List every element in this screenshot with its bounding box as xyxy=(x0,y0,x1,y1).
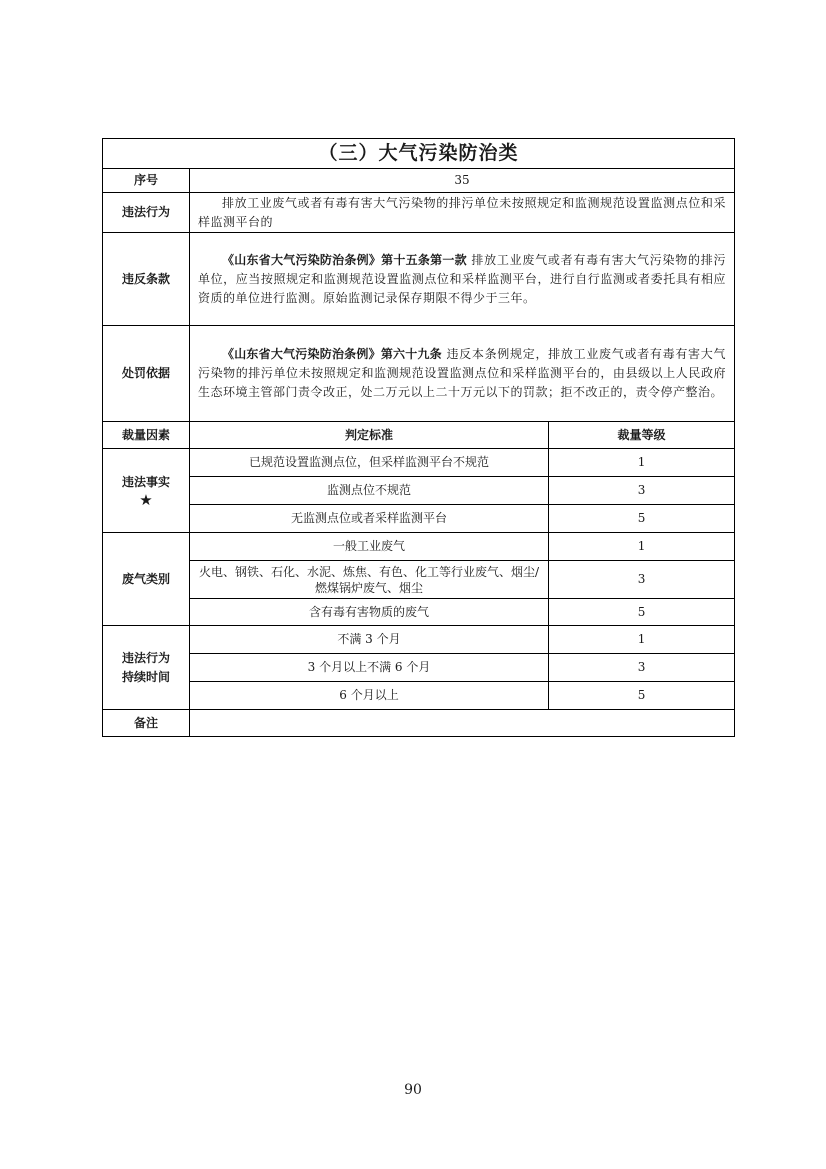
standard-header: 判定标准 xyxy=(190,422,549,449)
star-icon: ★ xyxy=(139,490,153,509)
table-row xyxy=(103,477,735,505)
table-row xyxy=(103,449,735,477)
standard-cell: 已规范设置监测点位，但采样监测平台不规范 xyxy=(190,449,549,477)
grade-cell: 3 xyxy=(549,477,735,505)
remarks-value xyxy=(190,710,735,737)
table-row xyxy=(103,505,735,533)
clause-content xyxy=(190,233,735,326)
table-row xyxy=(103,561,735,599)
violation-label: 违法行为 xyxy=(103,193,190,233)
factor-label-fact xyxy=(103,449,190,533)
factor-header: 裁量因素 xyxy=(103,422,190,449)
standard-cell: 火电、钢铁、石化、水泥、炼焦、有色、化工等行业废气、烟尘/燃煤锅炉废气、烟尘 xyxy=(190,561,549,599)
serial-label: 序号 xyxy=(103,169,190,193)
grade-cell: 1 xyxy=(549,626,735,654)
violation-text: 排放工业废气或者有毒有害大气污染物的排污单位未按照规定和监测规范设置监测点位和采样监测平台的 xyxy=(190,193,735,233)
basis-reference: 《山东省大气污染防治条例》第六十九条 xyxy=(222,347,442,361)
standard-cell: 一般工业废气 xyxy=(190,533,549,561)
basis-text: 违反本条例规定，排放工业废气或者有毒有害大气污染物的排污单位未按照规定和监测规范设置监测点位和采样监测平台的，由县级以上人民政府生态环境主管部门责令改正，处二万元以上二十万元以下的罚款；拒不改正的，责令停产整治。 xyxy=(198,347,727,399)
penalty-discretion-table xyxy=(102,138,735,737)
serial-number: 35 xyxy=(190,169,735,193)
grade-cell: 5 xyxy=(549,505,735,533)
grade-cell: 5 xyxy=(549,599,735,626)
table-row xyxy=(103,682,735,710)
table-row xyxy=(103,654,735,682)
grade-cell: 1 xyxy=(549,533,735,561)
basis-content xyxy=(190,326,735,422)
standard-cell: 监测点位不规范 xyxy=(190,477,549,505)
factor-label-fact-text: 违法事实 xyxy=(121,474,170,489)
standard-cell: 不满 3 个月 xyxy=(190,626,549,654)
grade-header: 裁量等级 xyxy=(549,422,735,449)
standard-cell: 3 个月以上不满 6 个月 xyxy=(190,654,549,682)
remarks-label: 备注 xyxy=(103,710,190,737)
grade-cell: 3 xyxy=(549,561,735,599)
grade-cell: 5 xyxy=(549,682,735,710)
factor-label-duration xyxy=(103,626,190,710)
clause-reference: 《山东省大气污染防治条例》第十五条第一款 xyxy=(222,252,467,267)
factor-label-duration-line2: 持续时间 xyxy=(121,669,170,684)
clause-label: 违反条款 xyxy=(103,233,190,326)
factor-label-duration-line1: 违法行为 xyxy=(121,650,170,665)
table-row xyxy=(103,533,735,561)
table-row xyxy=(103,626,735,654)
table-row xyxy=(103,599,735,626)
standard-cell: 无监测点位或者采样监测平台 xyxy=(190,505,549,533)
grade-cell: 1 xyxy=(549,449,735,477)
standard-cell: 含有毒有害物质的废气 xyxy=(190,599,549,626)
table-title: （三）大气污染防治类 xyxy=(103,139,735,169)
basis-label: 处罚依据 xyxy=(103,326,190,422)
standard-cell: 6 个月以上 xyxy=(190,682,549,710)
factor-label-gas-type: 废气类别 xyxy=(103,533,190,626)
page-number: 90 xyxy=(404,1082,422,1098)
grade-cell: 3 xyxy=(549,654,735,682)
clause-text: 排放工业废气或者有毒有害大气污染物的排污单位，应当按照规定和监测规范设置监测点位和采样监测平台，进行自行监测或者委托具有相应资质的单位进行监测。原始监测记录保存期限不得少于三年。 xyxy=(198,252,727,305)
